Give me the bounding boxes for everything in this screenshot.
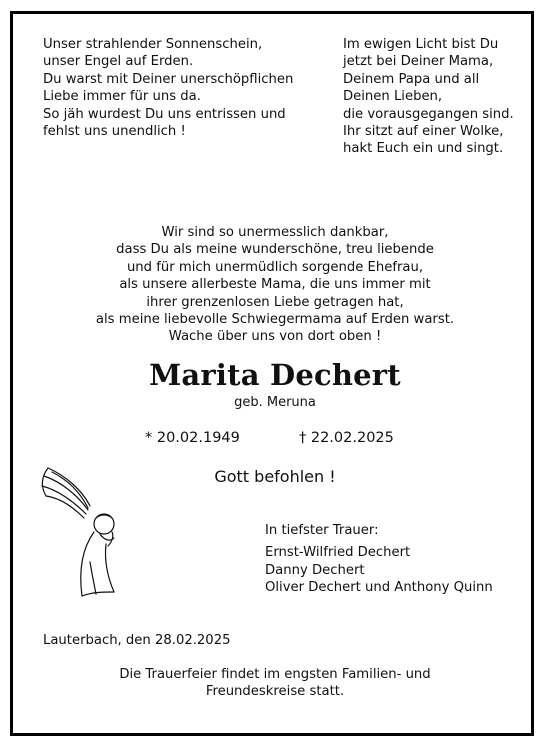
poem-left — [43, 36, 293, 140]
blessing: Gott befohlen ! — [214, 467, 336, 486]
funeral-note-line: Die Trauerfeier findet im engsten Familien- und — [119, 667, 431, 682]
mourner-name: Oliver Dechert und Anthony Quinn — [265, 580, 493, 596]
poem-left-line: unser Engel auf Erden. — [43, 54, 194, 70]
tribute-line: dass Du als meine wunderschöne, treu liebende — [116, 242, 434, 258]
funeral-note-line: Freundeskreise statt. — [205, 684, 345, 700]
tribute-line: ihrer grenzenlosen Liebe getragen hat, — [146, 294, 404, 310]
tribute-line: Wache über uns von dort oben ! — [168, 329, 382, 345]
poem-left-line: So jäh wurdest Du uns entrissen und — [43, 106, 286, 122]
tribute-line: und für mich unermüdlich sorgende Ehefrau, — [126, 259, 424, 275]
mourners-block — [265, 522, 493, 597]
death-date: † 22.02.2025 — [299, 430, 394, 446]
maiden-name: geb. Meruna — [234, 395, 316, 410]
poem-right-line: Im ewigen Licht bist Du — [343, 37, 499, 52]
poem-right — [343, 36, 514, 158]
tribute-text — [0, 224, 550, 346]
mourner-name: Danny Dechert — [265, 562, 365, 578]
poem-left-line: Unser strahlender Sonnenschein, — [43, 37, 263, 52]
funeral-note — [0, 666, 550, 701]
poem-left-line: fehlst uns unendlich ! — [43, 124, 186, 140]
poem-right-line: jetzt bei Deiner Mama, — [343, 54, 494, 70]
tribute-line: als meine liebevolle Schwiegermama auf Erden warst. — [95, 312, 455, 328]
poem-left-line: Liebe immer für uns da. — [43, 89, 201, 105]
poem-right-line: die vorausgegangen sind. — [343, 106, 514, 122]
poem-right-line: Deinen Lieben, — [343, 89, 443, 105]
poem-right-line: Deinem Papa und all — [343, 71, 480, 87]
mourner-name: Ernst-Wilfried Dechert — [265, 545, 411, 561]
poem-right-line: hakt Euch ein und singt. — [343, 141, 504, 157]
birth-date: * 20.02.1949 — [145, 430, 240, 446]
mourners-heading: In tiefster Trauer: — [265, 523, 379, 538]
deceased-name: Marita Dechert — [149, 358, 401, 392]
poem-right-line: Ihr sitzt auf einer Wolke, — [343, 124, 504, 140]
tribute-line: als unsere allerbeste Mama, die uns immer mit — [119, 277, 431, 293]
tribute-line: Wir sind so unermesslich dankbar, — [161, 225, 389, 240]
place-date: Lauterbach, den 28.02.2025 — [43, 633, 231, 648]
angel-icon — [38, 466, 130, 598]
poem-left-line: Du warst mit Deiner unerschöpflichen — [43, 71, 294, 87]
